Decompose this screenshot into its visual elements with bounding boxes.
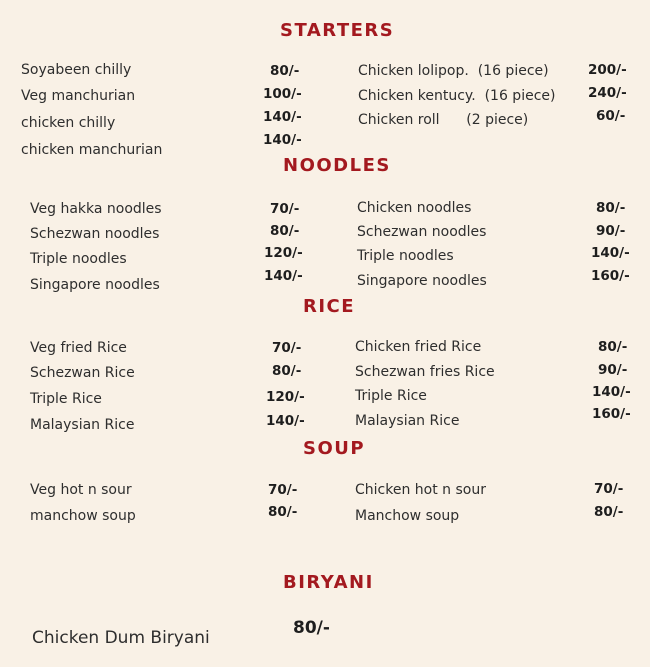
menu-item-price: 70/- (272, 340, 302, 356)
menu-item-price: 240/- (588, 85, 627, 101)
menu-item-price: 80/- (293, 618, 330, 638)
menu-item-price: 80/- (598, 339, 628, 355)
menu-item-name: Chicken roll (2 piece) (358, 112, 529, 128)
soup-heading: SOUP (303, 438, 366, 459)
menu-item-name: Schezwan noodles (357, 224, 487, 240)
menu-item-price: 100/- (263, 86, 302, 102)
menu-item-price: 160/- (592, 406, 631, 422)
menu-item-price: 60/- (596, 108, 626, 124)
noodles-heading: NOODLES (283, 155, 391, 176)
menu-item-name: chicken manchurian (21, 142, 163, 158)
menu-item-price: 80/- (596, 200, 626, 216)
menu-item-name: Triple Rice (30, 391, 102, 407)
menu-item-name: Chicken lolipop. (16 piece) (358, 63, 549, 79)
menu-item-name: Malaysian Rice (30, 417, 135, 433)
menu-item-price: 70/- (270, 201, 300, 217)
menu-item-price: 140/- (264, 268, 303, 284)
menu-item-name: Schezwan fries Rice (355, 364, 495, 380)
menu-item-name: Veg hakka noodles (30, 201, 162, 217)
menu-item-name: Triple Rice (355, 388, 427, 404)
menu-item-name: Chicken kentucy. (16 piece) (358, 88, 556, 104)
menu-item-name: Singapore noodles (30, 277, 160, 293)
menu-item-price: 120/- (264, 245, 303, 261)
menu-item-name: Chicken fried Rice (355, 339, 482, 355)
menu-item-name: Chicken noodles (357, 200, 472, 216)
menu-item-price: 140/- (263, 109, 302, 125)
menu-item-price: 90/- (598, 362, 628, 378)
menu-item-price: 80/- (268, 504, 298, 520)
menu-item-price: 80/- (272, 363, 302, 379)
menu-item-price: 80/- (270, 63, 300, 79)
menu-item-price: 70/- (594, 481, 624, 497)
menu-item-name: Schezwan Rice (30, 365, 135, 381)
menu-item-name: chicken chilly (21, 115, 116, 131)
menu-item-price: 90/- (596, 223, 626, 239)
menu-item-name: Chicken hot n sour (355, 482, 486, 498)
menu-item-price: 160/- (591, 268, 630, 284)
menu-item-price: 80/- (270, 223, 300, 239)
menu-item-price: 140/- (592, 384, 631, 400)
starters-heading: STARTERS (280, 20, 395, 41)
menu-item-price: 120/- (266, 389, 305, 405)
menu-item-name: Schezwan noodles (30, 226, 160, 242)
menu-item-name: Veg manchurian (21, 88, 136, 104)
menu-item-price: 140/- (263, 132, 302, 148)
menu-item-name: Malaysian Rice (355, 413, 460, 429)
menu-item-name: Soyabeen chilly (21, 62, 132, 78)
menu-item-name: Veg hot n sour (30, 482, 132, 498)
menu-item-name: Singapore noodles (357, 273, 487, 289)
menu-item-name: manchow soup (30, 508, 136, 524)
menu-item-name: Veg fried Rice (30, 340, 127, 356)
menu-item-name: Triple noodles (357, 248, 454, 264)
biryani-heading: BIRYANI (283, 572, 374, 593)
menu-item-name: Chicken Dum Biryani (32, 628, 210, 648)
menu-item-price: 140/- (266, 413, 305, 429)
menu-item-name: Manchow soup (355, 508, 460, 524)
menu-item-price: 80/- (594, 504, 624, 520)
menu-item-name: Triple noodles (30, 251, 127, 267)
menu-item-price: 70/- (268, 482, 298, 498)
menu-item-price: 140/- (591, 245, 630, 261)
rice-heading: RICE (303, 296, 356, 317)
menu-item-price: 200/- (588, 62, 627, 78)
